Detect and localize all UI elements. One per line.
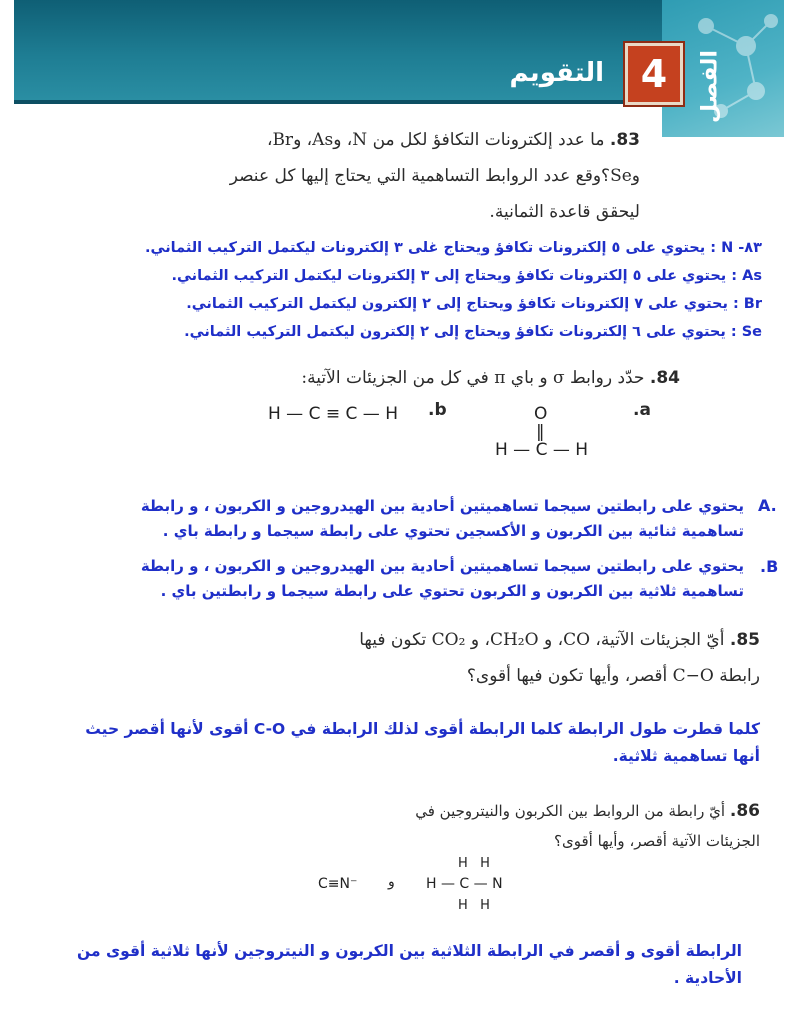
question-83-line-2: وSe؟وقع عدد الروابط التساهمية التي يحتاج إليها كل عنصر bbox=[229, 166, 640, 186]
question-83-number: 83. bbox=[609, 130, 640, 150]
formula-cyanide: C≡N⁻ bbox=[318, 876, 358, 892]
question-86-line-2: الجزيئات الآتية أقصر، وأيها أقوى؟ bbox=[554, 832, 760, 850]
section-title: التقويم bbox=[509, 58, 604, 88]
question-86-number: 86. bbox=[729, 801, 760, 821]
question-83 bbox=[80, 122, 640, 230]
answer-83-br: Br : يحتوي على ٧ إلكترونات تكافؤ ويحتاج إلى ٢ إلكترون ليكتمل التركيب الثماني. bbox=[186, 296, 762, 312]
question-84-text: حدّد روابط σ و باي π في كل من الجزيئات الآتية: bbox=[301, 368, 645, 388]
formula-formaldehyde-chain: H — C — H bbox=[495, 440, 589, 460]
question-84 bbox=[120, 360, 680, 396]
header-underline bbox=[14, 100, 662, 104]
answer-83-as: As : يحتوي على ٥ إلكترونات تكافؤ ويحتاج إلى ٣ إلكترونات ليكتمل التركيب الثماني. bbox=[171, 268, 762, 284]
answer-86: الرابطة أقوى و أقصر في الرابطة الثلاثية بين الكربون و النيتروجين لأنها ثلاثية أقوى من الأحادية . bbox=[77, 942, 742, 987]
label-b: .b bbox=[428, 400, 447, 420]
formula-methylamine-chain: H — C — N bbox=[426, 876, 503, 892]
chapter-number-box bbox=[625, 43, 683, 105]
formula-and: و bbox=[388, 874, 395, 890]
question-83-line-3: ليحقق قاعدة الثمانية. bbox=[489, 202, 640, 222]
label-a: .a bbox=[633, 400, 651, 420]
formula-methylamine-bottom: H H bbox=[458, 898, 490, 913]
question-86-line-1 bbox=[200, 796, 760, 826]
question-86 bbox=[200, 796, 760, 856]
answer-84-a-label: A. bbox=[758, 496, 777, 515]
question-83-text-1: ما عدد إلكترونات التكافؤ لكل من N، وAs، وBr، bbox=[266, 130, 605, 150]
question-85-line-1 bbox=[200, 622, 760, 658]
chapter-number: 4 bbox=[640, 52, 668, 96]
question-83-line-1 bbox=[80, 122, 640, 158]
chapter-word: الفصل bbox=[697, 50, 723, 124]
question-85-text-1: أيّ الجزيئات الآتية، CO، و CH₂O، و CO₂ تكون فيها bbox=[359, 630, 725, 650]
formula-formaldehyde-double-bond: ‖ bbox=[536, 422, 545, 442]
question-84-number: 84. bbox=[649, 368, 680, 388]
answer-84-a: يحتوي على رابطتين سيجما تساهميتين أحادية بين الهيدروجين و الكربون ، و رابطة تساهمية ثنائية بين الكربون و الأكسجين تحتوي على رابطة سيجما و رابطة باي . bbox=[140, 497, 744, 540]
answer-84-b-label: .B bbox=[760, 557, 779, 576]
question-85 bbox=[200, 622, 760, 694]
question-86-text-1: أيّ رابطة من الروابط بين الكربون والنيتروجين في bbox=[415, 802, 726, 820]
formula-methylamine-top: H H bbox=[458, 856, 490, 871]
answer-84-b: يحتوي على رابطتين سيجما تساهميتين أحادية بين الهيدروجين و الكربون ، و رابطة تساهمية ثلاثية بين الكربون و الكربون تحتوي على رابطة سيجما و رابطتين باي . bbox=[140, 557, 744, 600]
answer-83-n: ٨٣- N : يحتوي على ٥ إلكترونات تكافؤ ويحتاج غلى ٣ إلكترونات ليكتمل التركيب الثماني. bbox=[145, 240, 762, 256]
question-85-line-2: رابطة C−O أقصر، وأيها تكون فيها أقوى؟ bbox=[466, 666, 760, 686]
answer-83-se: Se : يحتوي على ٦ إلكترونات تكافؤ ويحتاج إلى ٢ إلكترون ليكتمل التركيب الثماني. bbox=[184, 324, 762, 340]
formula-formaldehyde-o: O bbox=[534, 404, 548, 424]
answer-85: كلما قطرت طول الرابطة كلما الرابطة أقوى لذلك الرابطة في C-O أقوى لأنها أقصر حيث أنها تساهمية ثلاثية. bbox=[85, 720, 760, 765]
question-85-number: 85. bbox=[729, 630, 760, 650]
formula-ethyne: H — C ≡ C — H bbox=[268, 404, 398, 424]
